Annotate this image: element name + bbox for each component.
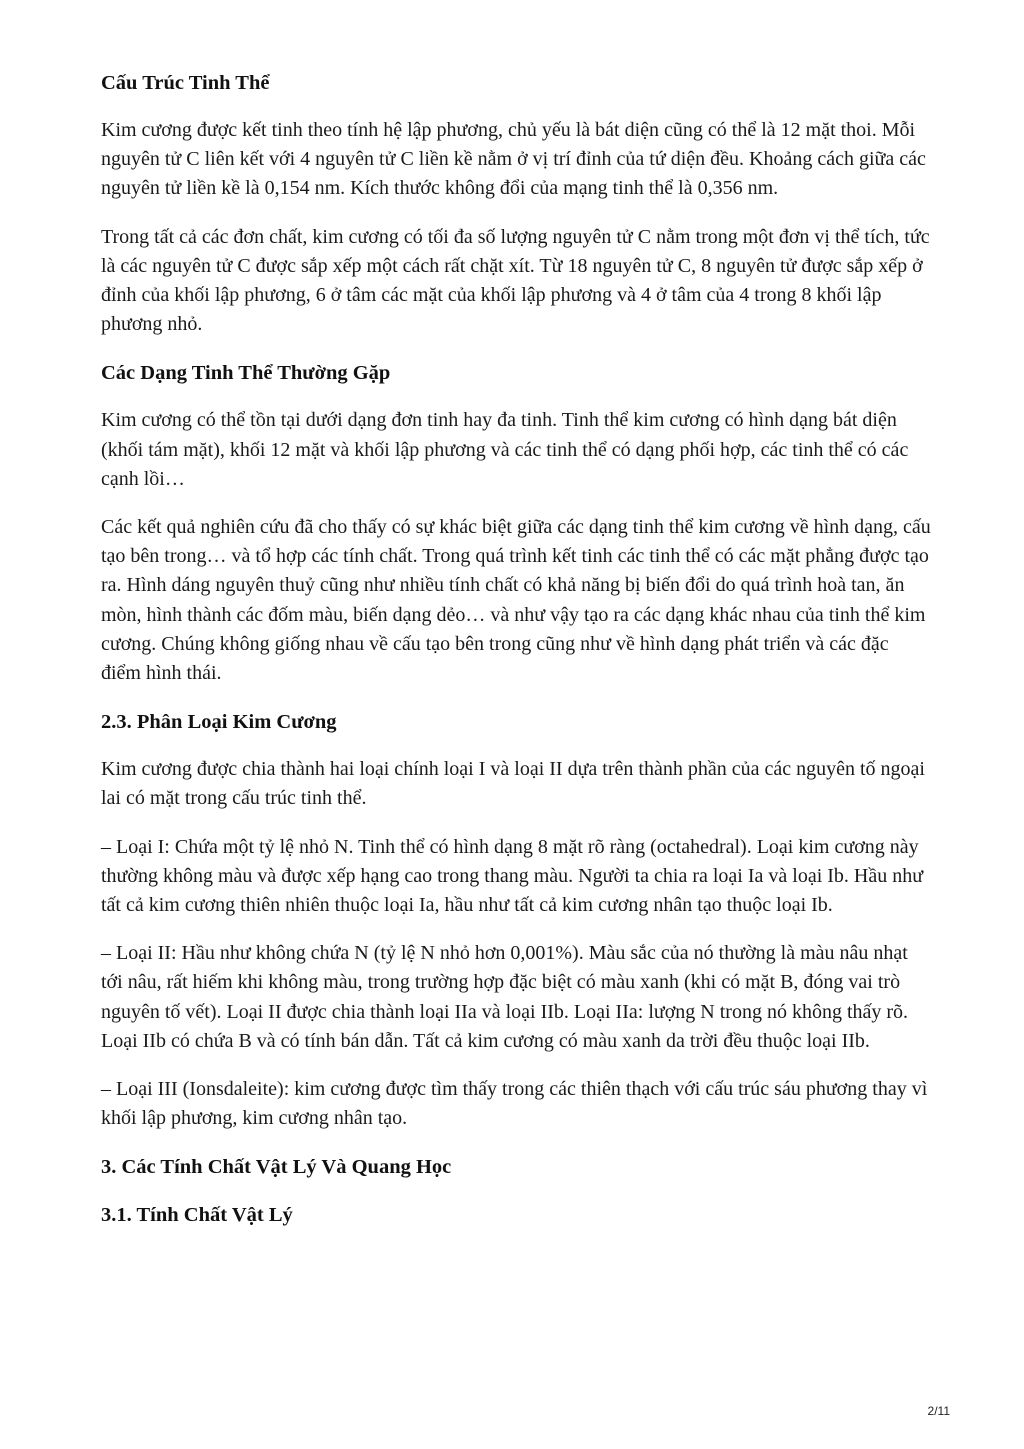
paragraph: Trong tất cả các đơn chất, kim cương có tối đa số lượng nguyên tử C nằm trong một đơn vị thể tích, tức là các nguyên tử C được sắp xếp một cách rất chặt xít. Từ 18 nguyên tử C, 8 nguyên tử được sắp xếp ở đỉnh của khối lập phương, 6 ở tâm các mặt của khối lập phương và 4 ở tâm của 4 trong 8 khối lập phương nhỏ. [101,225,930,336]
section-heading-physical-properties: 3.1. Tính Chất Vật Lý [101,1204,293,1227]
section-heading-physical-optical: 3. Các Tính Chất Vật Lý Và Quang Học [101,1156,452,1179]
section-heading-classification: 2.3. Phân Loại Kim Cương [101,711,337,734]
section-heading-crystal-structure: Cấu Trúc Tinh Thể [101,72,270,94]
document-body [101,68,931,1248]
paragraph: Kim cương được chia thành hai loại chính loại I và loại II dựa trên thành phần của các nguyên tố ngoại lai có mặt trong cấu trúc tinh thể. [101,758,925,810]
paragraph: Kim cương được kết tinh theo tính hệ lập phương, chủ yếu là bát diện cũng có thể là 12 mặt thoi. Mỗi nguyên tử C liên kết với 4 nguyên tử C liền kề nằm ở vị trí đỉnh của tứ diện đều. Khoảng cách giữa các nguyên tử liền kề là 0,154 nm. Kích thước không đổi của mạng tinh thể là 0,356 nm. [101,119,926,200]
paragraph: Kim cương có thể tồn tại dưới dạng đơn tinh hay đa tinh. Tinh thể kim cương có hình dạng bát diện (khối tám mặt), khối 12 mặt và khối lập phương và các tinh thể có dạng phối hợp, các tinh thể có các cạnh lồi… [101,409,909,490]
paragraph: – Loại III (Ionsdaleite): kim cương được tìm thấy trong các thiên thạch với cấu trúc sáu phương thay vì khối lập phương, kim cương nhân tạo. [101,1078,928,1130]
section-heading-crystal-forms: Các Dạng Tinh Thể Thường Gặp [101,362,391,385]
paragraph: Các kết quả nghiên cứu đã cho thấy có sự khác biệt giữa các dạng tinh thể kim cương về hình dạng, cấu tạo bên trong… và tổ hợp các tính chất. Trong quá trình kết tinh các tinh thể có các mặt phẳng được tạo ra. Hình dáng nguyên thuỷ cũng như nhiều tính chất có khả năng bị biến đổi do quá trình hoà tan, ăn mòn, hình thành các đốm màu, biến dạng dẻo… và như vậy tạo ra các dạng khác nhau của tinh thể kim cương. Chúng không giống nhau về cấu tạo bên trong cũng như về hình dạng phát triển và các đặc điểm hình thái. [101,516,931,685]
page-number: 2/11 [927,1404,950,1418]
paragraph: – Loại II: Hầu như không chứa N (tỷ lệ N nhỏ hơn 0,001%). Màu sắc của nó thường là màu nâu nhạt tới nâu, rất hiếm khi không màu, trong trường hợp đặc biệt có màu xanh (khi có mặt B, đóng vai trò nguyên tố vết). Loại II được chia thành loại IIa và loại IIb. Loại IIa: lượng N trong nó không thấy rõ. Loại IIb có chứa B và có tính bán dẫn. Tất cả kim cương có màu xanh da trời đều thuộc loại IIb. [101,942,909,1052]
paragraph: – Loại I: Chứa một tỷ lệ nhỏ N. Tinh thể có hình dạng 8 mặt rõ ràng (octahedral). Loại kim cương này thường không màu và được xếp hạng cao trong thang màu. Người ta chia ra loại Ia và loại Ib. Hầu như tất cả kim cương thiên nhiên thuộc loại Ia, hầu như tất cả kim cương nhân tạo thuộc loại Ib. [101,835,924,917]
